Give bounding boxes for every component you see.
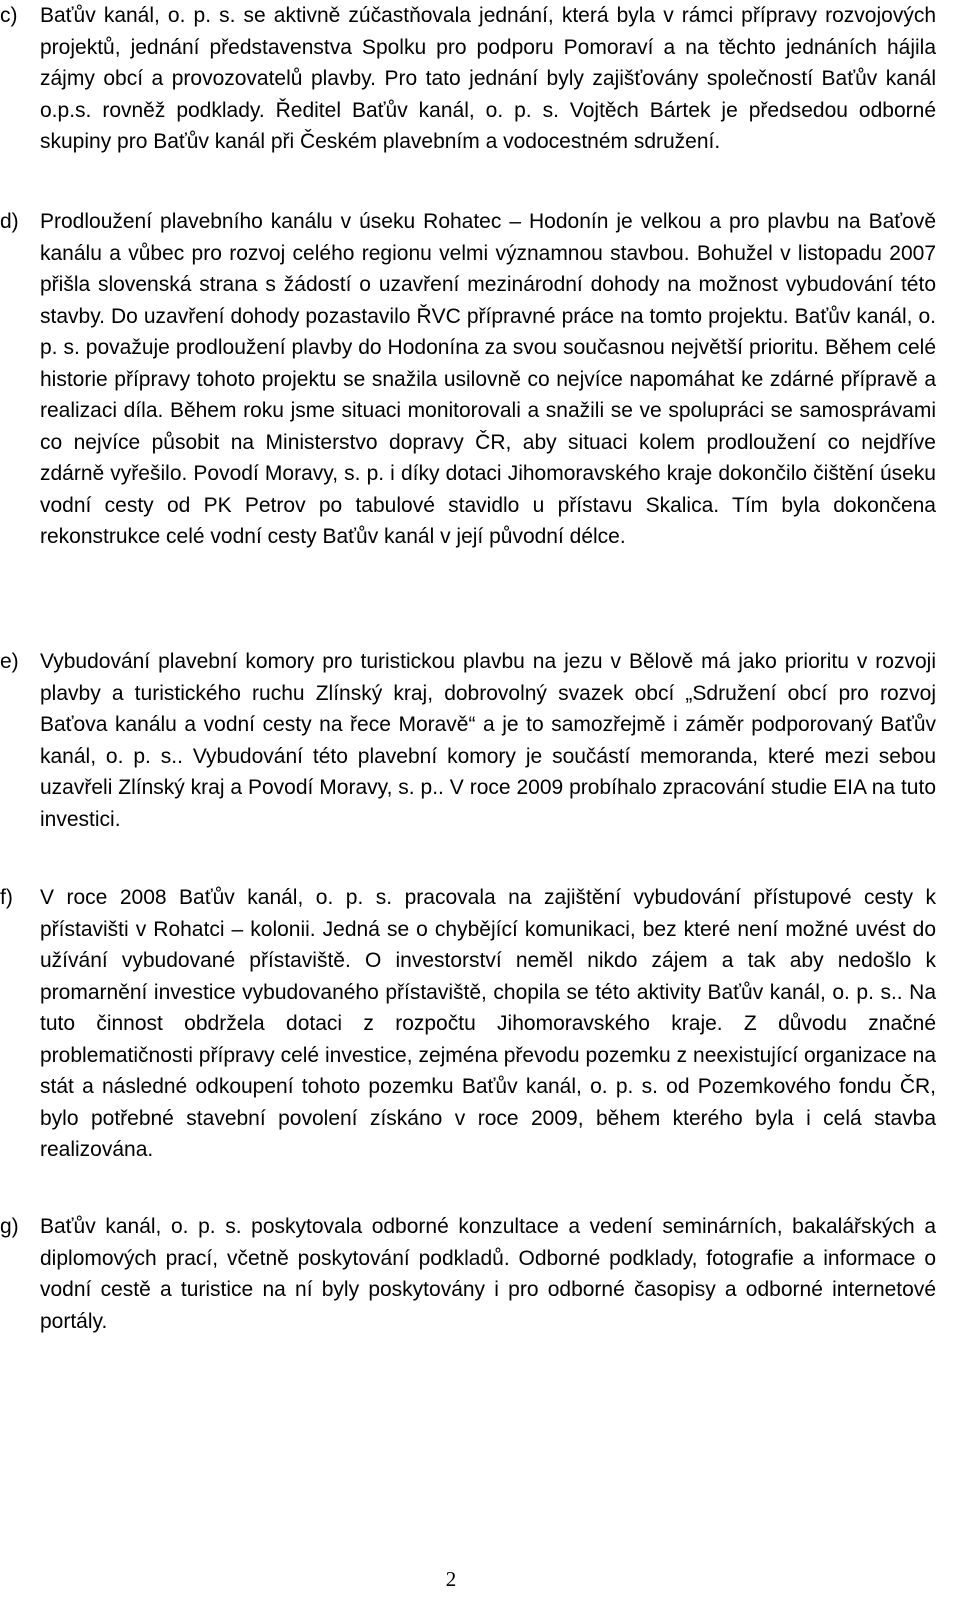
list-marker: d) bbox=[0, 210, 19, 233]
page-number: 2 bbox=[445, 1567, 457, 1591]
list-marker: g) bbox=[0, 1215, 19, 1238]
paragraph-text: Baťův kanál, o. p. s. poskytovala odborné konzultace a vedení seminárních, bakalářských a diplomových prací, včetně poskytování podkladů. Odborné podklady, fotografie a informace o vodní cestě a turistice na ní byly poskytovány i pro odborné časopisy a odborné internetové portály. bbox=[40, 1215, 936, 1333]
list-marker: c) bbox=[0, 4, 18, 27]
list-marker: f) bbox=[0, 886, 13, 909]
list-marker: e) bbox=[0, 650, 19, 673]
paragraph-text: Baťův kanál, o. p. s. se aktivně zúčastňovala jednání, která byla v rámci přípravy rozvojových projektů, jednání představenstva Spolku pro podporu Pomoraví a na těchto jednáních hájila zájmy obcí a provozovatelů plavby. Pro tato jednání byly zajišťovány společností Baťův kanál o.p.s. rovněž podklady. Ředitel Baťův kanál, o. p. s. Vojtěch Bártek je předsedou odborné skupiny pro Baťův kanál při Českém plavebním a vodocestném sdružení. bbox=[40, 4, 936, 153]
paragraph-text: V roce 2008 Baťův kanál, o. p. s. pracovala na zajištění vybudování přístupové cesty k přístavišti v Rohatci – kolonii. Jedná se o chybějící komunikaci, bez které není možné uvést do užívání vybudované přístaviště. O investorství neměl nikdo zájem a tak aby nedošlo k promarnění investice vybudovaného přístaviště, chopila se této aktivity Baťův kanál, o. p. s.. Na tuto činnost obdržela dotaci z rozpočtu Jihomoravského kraje. Z důvodu značné problematičnosti přípravy celé investice, zejména převodu pozemku z neexistující organizace na stát a následné odkoupení tohoto pozemku Baťův kanál, o. p. s. od Pozemkového fondu ČR, bylo potřebné stavební povolení získáno v roce 2009, během kterého byla i celá stavba realizována. bbox=[40, 886, 936, 1161]
paragraph-text: Vybudování plavební komory pro turistickou plavbu na jezu v Bělově má jako prioritu v rozvoji plavby a turistického ruchu Zlínský kraj, dobrovolný svazek obcí „Sdružení obcí pro rozvoj Baťova kanálu a vodní cesty na řece Moravě“ a je to samozřejmě i záměr podporovaný Baťův kanál, o. p. s.. Vybudování této plavební komory je součástí memoranda, které mezi sebou uzavřeli Zlínský kraj a Povodí Moravy, s. p.. V roce 2009 probíhalo zpracování studie EIA na tuto investici. bbox=[40, 650, 936, 831]
paragraph-text: Prodloužení plavebního kanálu v úseku Rohatec – Hodonín je velkou a pro plavbu na Baťově kanálu a vůbec pro rozvoj celého regionu velmi významnou stavbou. Bohužel v listopadu 2007 přišla slovenská strana s žádostí o uzavření mezinárodní dohody na možnost vybudování této stavby. Do uzavření dohody pozastavilo ŘVC přípravné práce na tomto projektu. Baťův kanál, o. p. s. považuje prodloužení plavby do Hodonína za svou současnou největší prioritu. Během celé historie přípravy tohoto projektu se snažila usilovně co nejvíce napomáhat ke zdárné přípravě a realizaci díla. Během roku jsme situaci monitorovali a snažili se ve spolupráci se samosprávami co nejvíce působit na Ministerstvo dopravy ČR, aby situaci kolem prodloužení co nejdříve zdárně vyřešilo. Povodí Moravy, s. p. i díky dotaci Jihomoravského kraje dokončilo čištění úseku vodní cesty od PK Petrov po tabulové stavidlo u přístavu Skalica. Tím byla dokončena rekonstrukce celé vodní cesty Baťův kanál v její původní délce. bbox=[40, 210, 936, 548]
